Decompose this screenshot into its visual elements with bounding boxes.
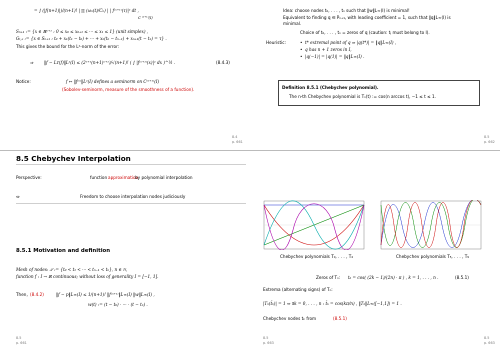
- then-label: Then,: [16, 292, 28, 297]
- chebychev-plot-high: [380, 200, 482, 250]
- slide-number-bottom-right-b: p. 663: [263, 341, 274, 345]
- function-definition: function f : I → ℝ continuous; without loss of generality I = [−1, 1].: [16, 274, 159, 279]
- w-definition: w(t) := (t − t₀) · ··· · (t − tₙ) .: [88, 302, 148, 307]
- slide-number-bottom-right-a: 8.5: [263, 336, 269, 340]
- slide-number-top-right-b: p. 662: [484, 140, 495, 144]
- idea-text: Idea: choose nodes t₀, . . . , tₙ such that ‖w‖L∞(I) is minimal!: [283, 8, 410, 13]
- then-reference: (8.4.2): [30, 292, 44, 297]
- definition-text: The n-th Chebychev polynomial is Tₙ(t) := cos(n arccos t), −1 ≤ t ≤ 1.: [289, 94, 436, 99]
- bound-intro-text: This gives the bound for the L²-norm of the error:: [16, 44, 120, 49]
- section-title: 8.5 Chebychev Interpolation: [16, 154, 131, 163]
- freedom-text: Freedom to choose interpolation nodes judiciously: [80, 194, 186, 199]
- mesh-definition: Mesh of nodes: 𝒯 := {t₀ < t₁ < ··· < tₙ₋₁ < tₙ}, n ∈ ℕ,: [16, 267, 128, 272]
- slide-number-bottom-left-b: p. 661: [16, 341, 27, 345]
- perspective-approximation: approximation: [108, 175, 139, 180]
- slide-number-top-left-a: 8.4: [232, 135, 238, 139]
- heuristic-label: Heuristic:: [266, 40, 286, 45]
- slide-number-top-right-a: 8.5: [484, 135, 490, 139]
- implies-symbol: ⇒: [30, 60, 34, 65]
- chebychev-nodes-label: Chebychev nodes tₖ from: [263, 316, 317, 321]
- slide-number-bottom-right-c: 8.5: [484, 336, 490, 340]
- seminorm-statement: f ↦ ‖f⁽ⁿ⁾‖L²(I) defines a seminorm on C⁽ⁿ⁺¹⁾(I): [66, 79, 160, 84]
- row-separator: [0, 150, 500, 151]
- simplex-definition: Sₙ₊₁ := {x ∈ ℝⁿ⁺¹ : 0 ≤ x₀ ≤ x₀₊₁ ≤ ··· ≤ x₁ ≤ 1} (unit simplex) ,: [16, 29, 149, 34]
- notice-label: Notice:: [16, 79, 31, 84]
- definition-box: [278, 80, 480, 106]
- node-choice-text: Choice of t₀, . . . , tₙ = zeros of q (caution: tⱼ must belong to I).: [300, 30, 430, 35]
- heuristic-item-3: |q(−1)| = |q(1)| = ‖q‖L∞(I) .: [305, 54, 365, 59]
- extrema-label: Extrema (alternating signs) of Tₙ:: [263, 287, 333, 292]
- slide-number-top-left-b: p. 661: [232, 140, 243, 144]
- equivalence-text: Equivalent to finding q ∈ Pₙ₊₁, with leading coefficient = 1, such that ‖q‖L∞(I) is: [283, 15, 451, 20]
- zeros-equation: tₖ = cos( (2k − 1)/(2n) · π ) , k = 1, . . . , n .: [348, 275, 439, 280]
- l2-bound-equation: ‖f − Lᴛ(f)‖L²(I) ≤ (2ⁿ⁺¹(n+1)ⁿ⁺¹)/√(n+1)! ( ∫ |f⁽ⁿ⁺¹⁾(x)|² dx )^½ .: [44, 60, 176, 65]
- sobolev-note: (Sobolev-seminorm, measure of the smoothness of a function).: [62, 87, 195, 92]
- equation-error-integral-subscript: C ⁽ⁿ⁺¹⁾(I): [138, 16, 153, 20]
- equivalence-arrow: ⇔: [16, 194, 20, 199]
- chebychev-nodes-reference: (8.5.1): [333, 316, 347, 321]
- zeros-tag: (8.5.1): [455, 275, 469, 280]
- zeros-label: Zeros of Tₙ:: [316, 275, 341, 280]
- caption-left-plot: Chebychev polynomials T₀, . . . , T₄: [280, 254, 353, 259]
- perspective-label: Perspective:: [16, 175, 42, 180]
- perspective-rest: by polynomial interpolation: [135, 175, 193, 180]
- heuristic-item-1: t* extremal point of q ⇒ |q(t*)| = ‖q‖L∞(I) ,: [305, 40, 397, 45]
- equation-tag-843: (8.4.3): [216, 60, 230, 65]
- definition-title: Definition 8.5.1 (Chebychev polynomial).: [282, 85, 379, 90]
- perspective-function: function: [90, 175, 108, 180]
- slide-number-bottom-right-d: p. 663: [484, 341, 495, 345]
- chebychev-plot-low: [263, 200, 365, 250]
- interpolation-error-bound: ‖f − p‖L∞(I) ≤ 1/(n+1)! ‖f⁽ⁿ⁺¹⁾‖L∞(I) ‖w‖L∞(I) ,: [56, 292, 155, 297]
- heuristic-item-2: q has n + 1 zeros in I,: [305, 47, 352, 52]
- extrema-equation: |Tₙ(t̄ₖ)| = 1 ⇔ ∃k = 0, . . . , n : t̄ₖ = cos(kπ/n) , ‖Tₙ‖L∞([−1,1]) = 1 .: [263, 301, 402, 306]
- bullet-icon: •: [300, 54, 303, 59]
- equation-error-integral: = ∫ (|f(n+1)|)/(n+1)! | ∏ (ωₙ(t)/Cₙ) | | f⁽ⁿ⁺¹⁾(τ)|² dt ,: [34, 8, 139, 13]
- caption-right-plot: Chebychev polynomials T₅, . . . , T₉: [396, 254, 469, 259]
- g-set-definition: Gₜ,ₓ := {x ∈ Sₙ₊₁ : t₀ + x₁(t₁ − t₀) + ··· + xₙ(tₙ − tₙ₋₁) + xₙ₊₁(t − tₙ) = τ} .: [16, 36, 167, 41]
- bullet-icon: •: [300, 40, 303, 45]
- slide-number-bottom-left-a: 8.5: [16, 336, 22, 340]
- subsection-title: 8.5.1 Motivation and definition: [16, 248, 111, 254]
- minimal-text: minimal.: [283, 21, 302, 26]
- bullet-icon: •: [300, 47, 303, 52]
